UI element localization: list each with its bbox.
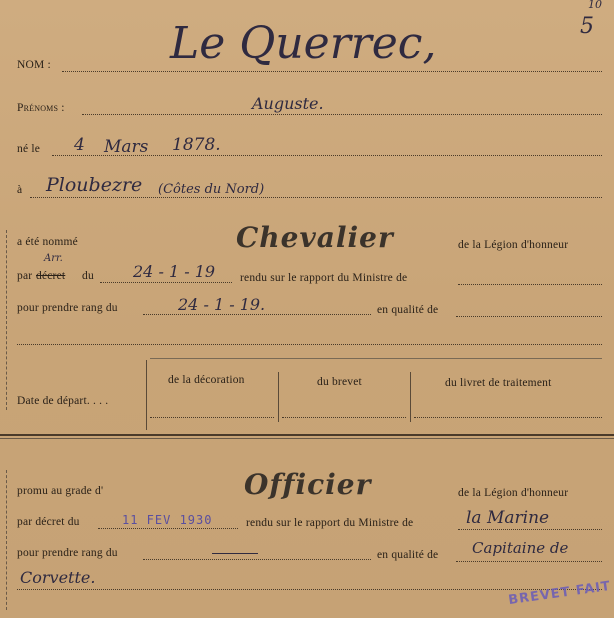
chevalier-par-label: par — [17, 270, 33, 282]
lieu-departement: (Côtes du Nord) — [158, 182, 265, 197]
officier-ministre: la Marine — [466, 508, 550, 528]
officier-qualite-line — [456, 561, 602, 562]
naissance-jour: 4 — [74, 135, 85, 155]
officier-qualite-value: Capitaine de — [472, 539, 569, 557]
chevalier-rang-label: pour prendre rang du — [17, 302, 118, 314]
chevalier-qualite-label: en qualité de — [377, 304, 439, 316]
chevalier-decret-barre: décret — [36, 270, 66, 282]
officier-extra-line — [17, 589, 602, 590]
depart-decoration-line — [150, 417, 274, 418]
officier-suffix: de la Légion d'honneur — [458, 487, 569, 499]
chevalier-intro: a été nommé — [17, 236, 78, 248]
chevalier-date-line — [100, 282, 232, 283]
officier-rang-line — [143, 559, 371, 560]
chevalier-qualite-line — [456, 316, 602, 317]
chevalier-suffix: de la Légion d'honneur — [458, 239, 569, 251]
chevalier-rang-line — [143, 314, 371, 315]
depart-col-sep-2 — [410, 372, 411, 422]
naissance-mois: Mars — [104, 137, 149, 157]
officier-rang-dash — [212, 553, 258, 554]
nom-label: NOM : — [17, 59, 51, 71]
depart-col-sep-1 — [278, 372, 279, 422]
nom-line — [62, 71, 602, 72]
section-divider-thin — [0, 438, 614, 439]
brevet-fait-stamp: BREVET FAIT — [507, 578, 612, 609]
left-margin-rule-lower — [6, 470, 7, 610]
depart-brevet-line — [282, 417, 406, 418]
officier-date-stamp: 11 FEV 1930 — [122, 513, 213, 527]
depart-col-decoration: de la décoration — [168, 374, 245, 386]
officier-rang-label: pour prendre rang du — [17, 547, 118, 559]
lieu-commune: Ploubezre — [46, 174, 143, 196]
officier-date-line — [98, 528, 238, 529]
prenoms-value: Auguste. — [252, 94, 324, 113]
depart-col-livret: du livret de traitement — [445, 377, 552, 389]
lieu-label: à — [17, 184, 23, 196]
officier-rapport: rendu sur le rapport du Ministre de — [246, 517, 414, 529]
naissance-annee: 1878. — [172, 135, 221, 155]
depart-col-brevet: du brevet — [317, 376, 362, 388]
officier-rank: Officier — [244, 468, 372, 501]
chevalier-ministre-line — [458, 284, 602, 285]
chevalier-arrete-insert: Arr. — [44, 253, 63, 264]
section-divider — [0, 434, 614, 436]
lieu-line — [30, 197, 602, 198]
left-margin-rule — [6, 230, 7, 410]
corner-number: 5 — [580, 14, 594, 39]
chevalier-date: 24 - 1 - 19 — [133, 262, 216, 281]
officier-qualite-suite: Corvette. — [20, 568, 96, 587]
depart-livret-line — [414, 417, 602, 418]
chevalier-rapport: rendu sur le rapport du Ministre de — [240, 272, 408, 284]
depart-label: Date de départ. . . . — [17, 395, 109, 407]
officier-par-label: par décret du — [17, 516, 80, 528]
prenoms-line — [82, 114, 602, 115]
depart-top-rule — [150, 358, 602, 359]
officier-ministre-line — [458, 529, 602, 530]
chevalier-rank: Chevalier — [236, 221, 394, 254]
chevalier-du-label: du — [82, 270, 94, 282]
naissance-label: né le — [17, 143, 41, 155]
officier-intro: promu au grade d' — [17, 485, 104, 497]
corner-number-top: 10 — [588, 0, 602, 11]
nom-value: Le Querrec, — [170, 18, 437, 69]
chevalier-extra-line — [17, 344, 602, 345]
prenoms-label: Prénoms : — [17, 102, 65, 114]
chevalier-rang-date: 24 - 1 - 19. — [178, 295, 266, 314]
depart-brace-left — [146, 360, 147, 430]
officier-qualite-label: en qualité de — [377, 549, 439, 561]
